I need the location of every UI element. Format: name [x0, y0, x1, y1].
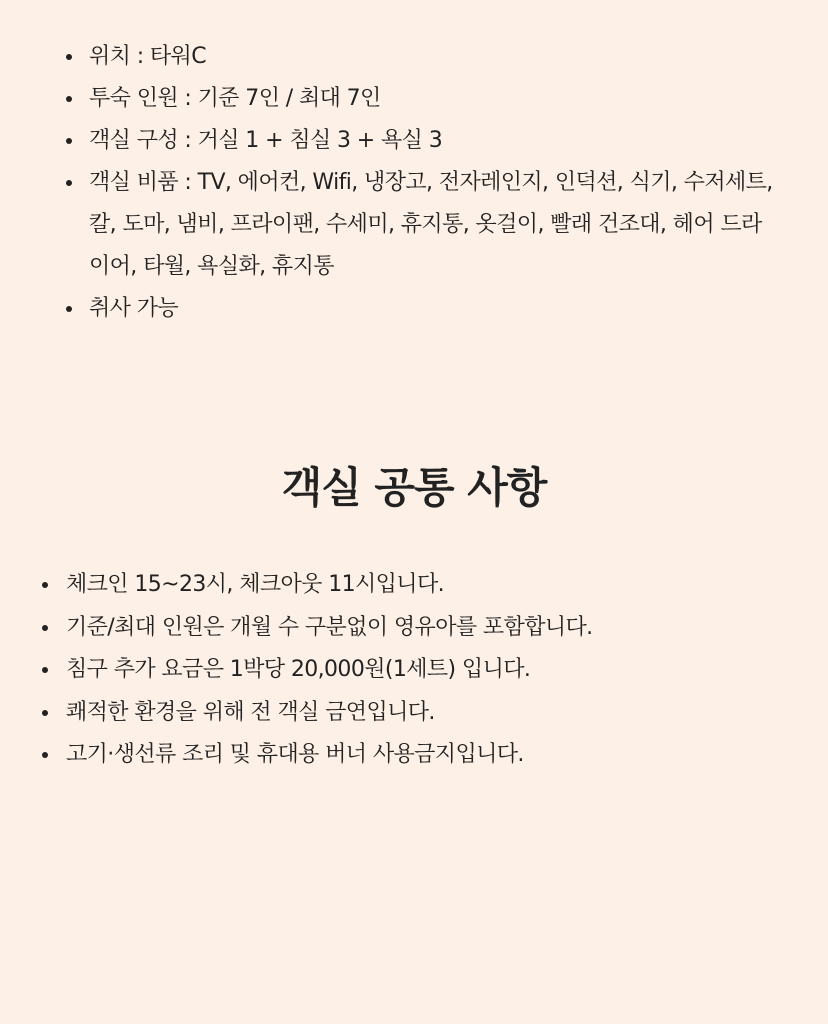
room-info-list [89, 36, 779, 330]
common-notes-list [66, 564, 806, 777]
occupancy-policy-item: 기준/최대 인원은 개월 수 구분없이 영유아를 포함합니다. [66, 607, 806, 650]
room-location-item: 위치 : 타워C [89, 36, 779, 78]
room-cooking-item: 취사 가능 [89, 288, 779, 330]
room-occupancy-item: 투숙 인원 : 기준 7인 / 최대 7인 [89, 78, 779, 120]
room-amenities-item: 객실 비품 : TV, 에어컨, Wifi, 냉장고, 전자레인지, 인덕션, 식기, 수저세트, 칼, 도마, 냄비, 프라이팬, 수세미, 휴지통, 옷걸이, 빨래 건조대, 헤어 드라이어, 타월, 욕실화, 휴지통 [89, 162, 779, 288]
room-composition-item: 객실 구성 : 거실 1 + 침실 3 + 욕실 3 [89, 120, 779, 162]
extra-bedding-item: 침구 추가 요금은 1박당 20,000원(1세트) 입니다. [66, 649, 806, 692]
checkin-checkout-item: 체크인 15~23시, 체크아웃 11시입니다. [66, 564, 806, 607]
no-smoking-item: 쾌적한 환경을 위해 전 객실 금연입니다. [66, 692, 806, 735]
section-title: 객실 공통 사항 [281, 463, 547, 512]
cooking-restriction-item: 고기·생선류 조리 및 휴대용 버너 사용금지입니다. [66, 734, 806, 777]
